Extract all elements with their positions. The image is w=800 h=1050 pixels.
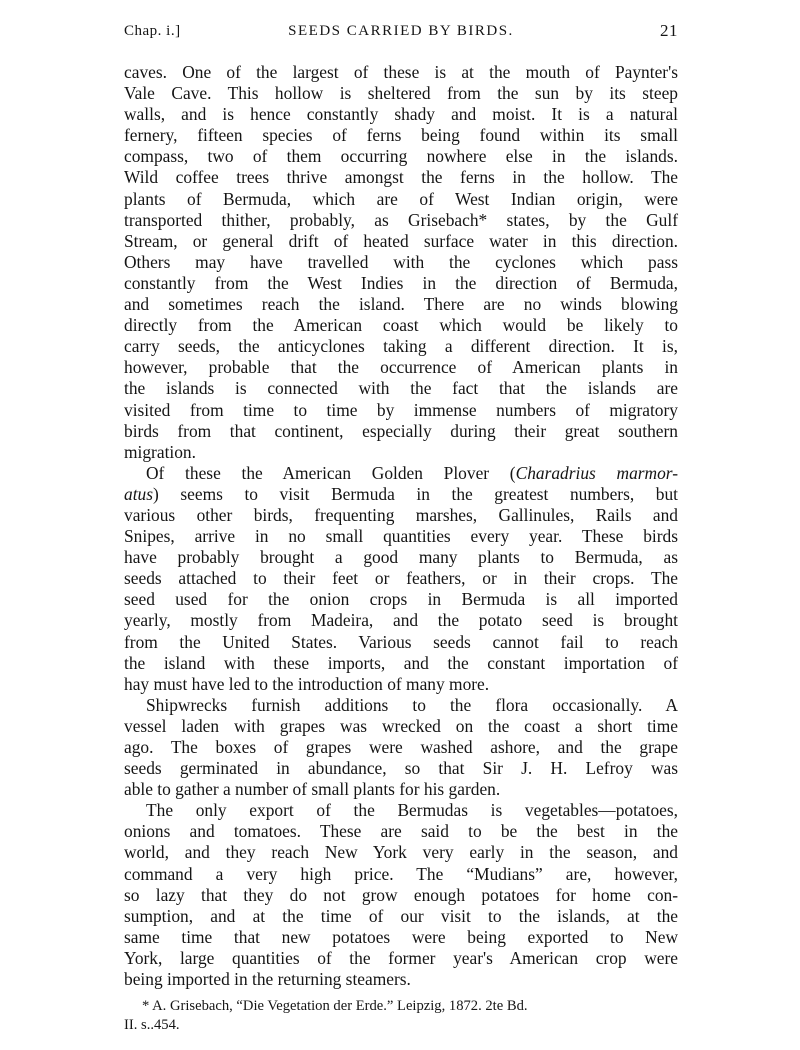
text-line: world, and they reach New York very early in the season, and xyxy=(124,842,678,863)
text-line: ago. The boxes of grapes were washed ashore, and the grape xyxy=(124,737,678,757)
text-line: able to gather a number of small plants for his garden. xyxy=(124,779,501,800)
text-line: constantly from the West Indies in the direction of Bermuda, xyxy=(124,272,678,293)
text-line: birds from that continent, especially during their great southern xyxy=(124,420,678,441)
text-line: visited from time to time by immense numbers of migratory xyxy=(124,399,678,420)
text-line: transported thither, probably, as Grisebach* states, by the Gulf xyxy=(124,209,678,230)
text-line: yearly, mostly from Madeira, and the potato seed is brought xyxy=(124,610,678,631)
text-line: vessel laden with grapes was wrecked on the coast a short time xyxy=(124,715,678,736)
text-line: hay must have led to the introduction of many more. xyxy=(124,673,490,694)
text-line: same time that new potatoes were being exported to New xyxy=(124,926,678,947)
text-line: seeds germinated in abundance, so that Sir J. H. Lefroy was xyxy=(124,758,678,779)
text-line: onions and tomatoes. These are said to be the best in the xyxy=(124,821,678,842)
text-line: directly from the American coast which would be likely to xyxy=(124,315,678,336)
footnote-line: * A. Grisebach, “Die Vegetation der Erde.” Leipzig, 1872. 2te Bd. xyxy=(142,998,528,1015)
text-line: the island with these imports, and the constant importation of xyxy=(124,652,678,673)
text-line: carry seeds, the anticyclones taking a different direction. It is, xyxy=(124,336,678,357)
text-line: compass, two of them occurring nowhere else in the islands. xyxy=(124,146,678,167)
paragraph-exports xyxy=(124,800,678,990)
text-line xyxy=(124,484,678,505)
text-line: plants of Bermuda, which are of West Indian origin, were xyxy=(124,188,678,209)
text-line: the islands is connected with the fact that the islands are xyxy=(124,378,678,399)
text-line: Others may have travelled with the cyclones which pass xyxy=(124,251,678,272)
text-line: The only export of the Bermudas is vegetables—potatoes, xyxy=(146,800,678,821)
text-line: Shipwrecks furnish additions to the flora occasionally. A xyxy=(146,694,678,715)
text-line: walls, and is hence constantly shady and moist. It is a natural xyxy=(124,104,678,125)
species-name-italic: Charadrius marmor- xyxy=(515,462,679,483)
text-line: caves. One of the largest of these is at the mouth of Paynter's xyxy=(124,62,678,82)
paragraph-golden-plover xyxy=(124,463,678,695)
text-line: Snipes, arrive in no small quantities every year. These birds xyxy=(124,526,678,547)
text-line: Wild coffee trees thrive amongst the ferns in the hollow. The xyxy=(124,167,678,188)
text-line: seed used for the onion crops in Bermuda is all imported xyxy=(124,589,678,610)
text-line: Stream, or general drift of heated surface water in this direction. xyxy=(124,230,678,251)
chapter-label: Chap. i.] xyxy=(124,23,181,39)
text-line: migration. xyxy=(124,441,196,462)
text-line: so lazy that they do not grow enough potatoes for home con- xyxy=(124,884,678,905)
text-line: York, large quantities of the former year's American crop were xyxy=(124,947,678,968)
text-line: from the United States. Various seeds cannot fail to reach xyxy=(124,631,678,652)
paragraph-shipwrecks xyxy=(124,695,678,800)
page-number: 21 xyxy=(660,21,678,40)
species-name-italic: atus xyxy=(124,483,153,504)
paragraph-caves xyxy=(124,62,678,463)
text-line: command a very high price. The “Mudians” are, however, xyxy=(124,863,678,884)
text-line: and sometimes reach the island. There are no winds blowing xyxy=(124,294,678,315)
text-line: seeds attached to their feet or feathers, or in their crops. The xyxy=(124,568,678,589)
text-fragment: Of these the American Golden Plover ( xyxy=(146,462,516,483)
footnote-line: II. s..454. xyxy=(124,1016,180,1033)
text-line: sumption, and at the time of our visit to the islands, at the xyxy=(124,905,678,926)
text-line: being imported in the returning steamers. xyxy=(124,969,411,990)
text-line: have probably brought a good many plants to Bermuda, as xyxy=(124,547,678,568)
text-line: fernery, fifteen species of ferns being found within its small xyxy=(124,125,678,146)
body-text xyxy=(124,62,678,990)
text-line: various other birds, frequenting marshes, Gallinules, Rails and xyxy=(124,504,678,525)
text-line: however, probable that the occurrence of American plants in xyxy=(124,357,678,378)
page-header xyxy=(124,20,678,46)
text-line xyxy=(124,463,678,484)
text-fragment: ) seems to visit Bermuda in the greatest numbers, but xyxy=(153,483,678,504)
footnote xyxy=(124,997,678,1034)
running-title: SEEDS CARRIED BY BIRDS. xyxy=(288,23,514,39)
book-page xyxy=(124,20,678,1034)
text-line: Vale Cave. This hollow is sheltered from the sun by its steep xyxy=(124,83,678,104)
